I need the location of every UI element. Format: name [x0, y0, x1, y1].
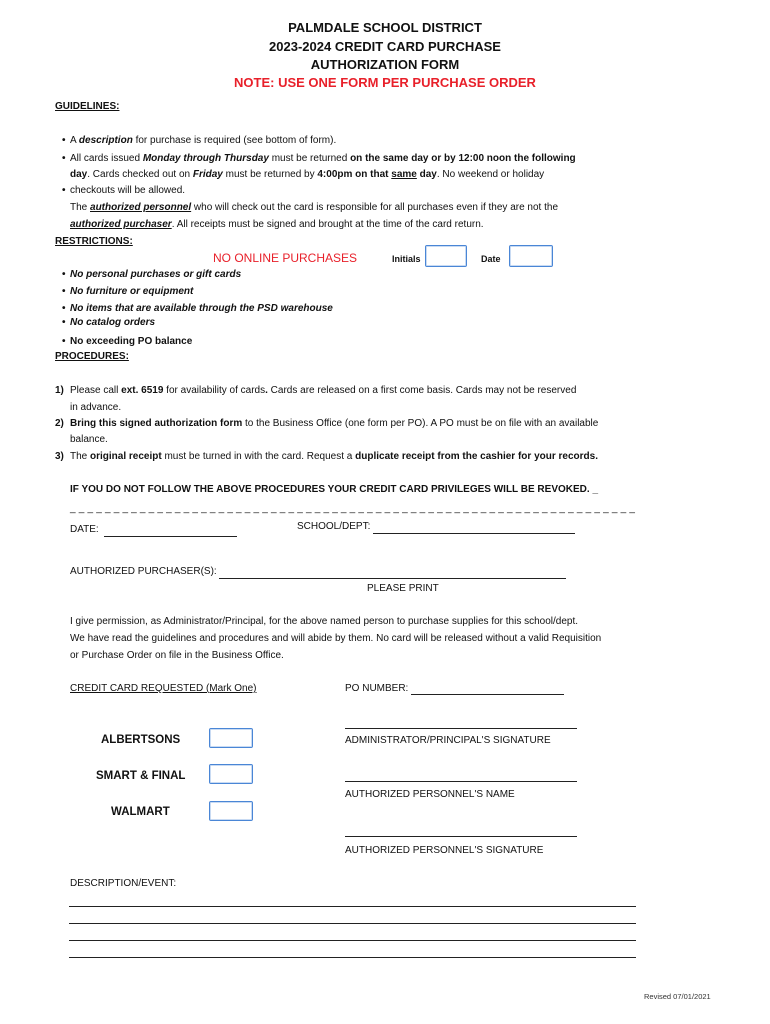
procedure-number: 3)	[55, 451, 64, 462]
po-number-label: PO NUMBER:	[345, 683, 409, 694]
school-dept-label: SCHOOL/DEPT:	[297, 521, 371, 532]
smart-final-checkbox[interactable]	[209, 764, 253, 784]
personnel-signature-label: AUTHORIZED PERSONNEL'S SIGNATURE	[345, 845, 544, 856]
personnel-signature-line[interactable]	[345, 836, 577, 837]
permission-text: I give permission, as Administrator/Principal, for the above named person to purchase supplies for this school/dept.	[70, 616, 579, 627]
personnel-name-label: AUTHORIZED PERSONNEL'S NAME	[345, 789, 515, 800]
procedure-item: Please call ext. 6519 for availability of cards. Cards are released on a first come basis. Cards may not be reserved	[70, 385, 577, 396]
date-box[interactable]	[509, 245, 553, 267]
restriction-item: • No items that are available through the PSD warehouse	[62, 303, 333, 314]
please-print-note: PLEASE PRINT	[367, 583, 439, 594]
description-line[interactable]	[69, 923, 636, 924]
guideline-item: • A description for purchase is required (see bottom of form).	[62, 135, 337, 146]
restriction-item: • No furniture or equipment	[62, 286, 194, 297]
description-line[interactable]	[69, 957, 636, 958]
revision-date: Revised 07/01/2021	[644, 992, 711, 1001]
restriction-item: • No exceeding PO balance	[62, 336, 193, 347]
permission-text: or Purchase Order on file in the Business Office.	[70, 650, 284, 661]
form-title-line1: 2023-2024 CREDIT CARD PURCHASE	[269, 39, 501, 54]
guideline-paragraph-continued: authorized purchaser. All receipts must be signed and brought at the time of the card return.	[70, 219, 484, 230]
no-online-purchases: NO ONLINE PURCHASES	[213, 251, 358, 265]
restrictions-heading: RESTRICTIONS:	[55, 236, 133, 247]
procedure-item: The original receipt must be turned in with the card. Request a duplicate receipt from the cashier for your records.	[70, 451, 598, 462]
guidelines-heading: GUIDELINES:	[55, 101, 120, 112]
initials-label: Initials	[392, 254, 421, 264]
description-line[interactable]	[69, 940, 636, 941]
guideline-paragraph: The authorized personnel who will check out the card is responsible for all purchases even if they are not the	[70, 202, 559, 213]
initials-box[interactable]	[425, 245, 467, 267]
date-label: Date	[481, 254, 501, 264]
district-title: PALMDALE SCHOOL DISTRICT	[288, 20, 482, 35]
card-option-walmart: WALMART	[111, 806, 170, 818]
authorized-purchaser-line[interactable]	[219, 578, 566, 579]
procedure-number: 2)	[55, 418, 64, 429]
albertsons-checkbox[interactable]	[209, 728, 253, 748]
description-line[interactable]	[69, 906, 636, 907]
procedure-item-continued: in advance.	[70, 402, 122, 413]
personnel-name-line[interactable]	[345, 781, 577, 782]
card-option-smart-final: SMART & FINAL	[96, 770, 186, 782]
date-field-line[interactable]	[104, 536, 237, 537]
po-number-line[interactable]	[411, 694, 564, 695]
form-note: NOTE: USE ONE FORM PER PURCHASE ORDER	[234, 75, 536, 90]
card-requested-heading: CREDIT CARD REQUESTED (Mark One)	[70, 683, 257, 694]
procedure-item-continued: balance.	[70, 434, 108, 445]
procedure-item: Bring this signed authorization form to the Business Office (one form per PO). A PO must be on file with an available	[70, 418, 599, 429]
guideline-item-continued: day. Cards checked out on Friday must be returned by 4:00pm on that same day. No weekend or holiday	[70, 169, 545, 180]
revocation-warning: IF YOU DO NOT FOLLOW THE ABOVE PROCEDURES YOUR CREDIT CARD PRIVILEGES WILL BE REVOKED. _	[70, 484, 599, 495]
guideline-item: • checkouts will be allowed.	[62, 185, 186, 196]
walmart-checkbox[interactable]	[209, 801, 253, 821]
restriction-item: • No catalog orders	[62, 317, 156, 328]
procedure-number: 1)	[55, 385, 64, 396]
school-dept-line[interactable]	[373, 533, 575, 534]
dashed-separator: _ _ _ _ _ _ _ _ _ _ _ _ _ _ _ _ _ _ _ _ _ _ _ _ _ _ _ _ _ _ _ _ _ _ _ _ _ _ _ _ _ _ _ _ _ _ _ _ _ _ _ _ _ _ _ _ _ _ _ _ _ _ _ _ _	[70, 503, 636, 514]
guideline-item: • All cards issued Monday through Thursday must be returned on the same day or by 12:00 noon the following	[62, 153, 576, 164]
form-title-line2: AUTHORIZATION FORM	[310, 57, 460, 72]
date-field-label: DATE:	[70, 524, 99, 535]
admin-signature-label: ADMINISTRATOR/PRINCIPAL'S SIGNATURE	[345, 735, 551, 746]
procedures-heading: PROCEDURES:	[55, 351, 129, 362]
card-option-albertsons: ALBERTSONS	[101, 734, 181, 746]
permission-text: We have read the guidelines and procedures and will abide by them. No card will be released without a valid Requisition	[70, 633, 602, 644]
restriction-item: • No personal purchases or gift cards	[62, 269, 242, 280]
description-label: DESCRIPTION/EVENT:	[70, 878, 177, 889]
admin-signature-line[interactable]	[345, 728, 577, 729]
authorized-purchaser-label: AUTHORIZED PURCHASER(S):	[70, 566, 217, 577]
